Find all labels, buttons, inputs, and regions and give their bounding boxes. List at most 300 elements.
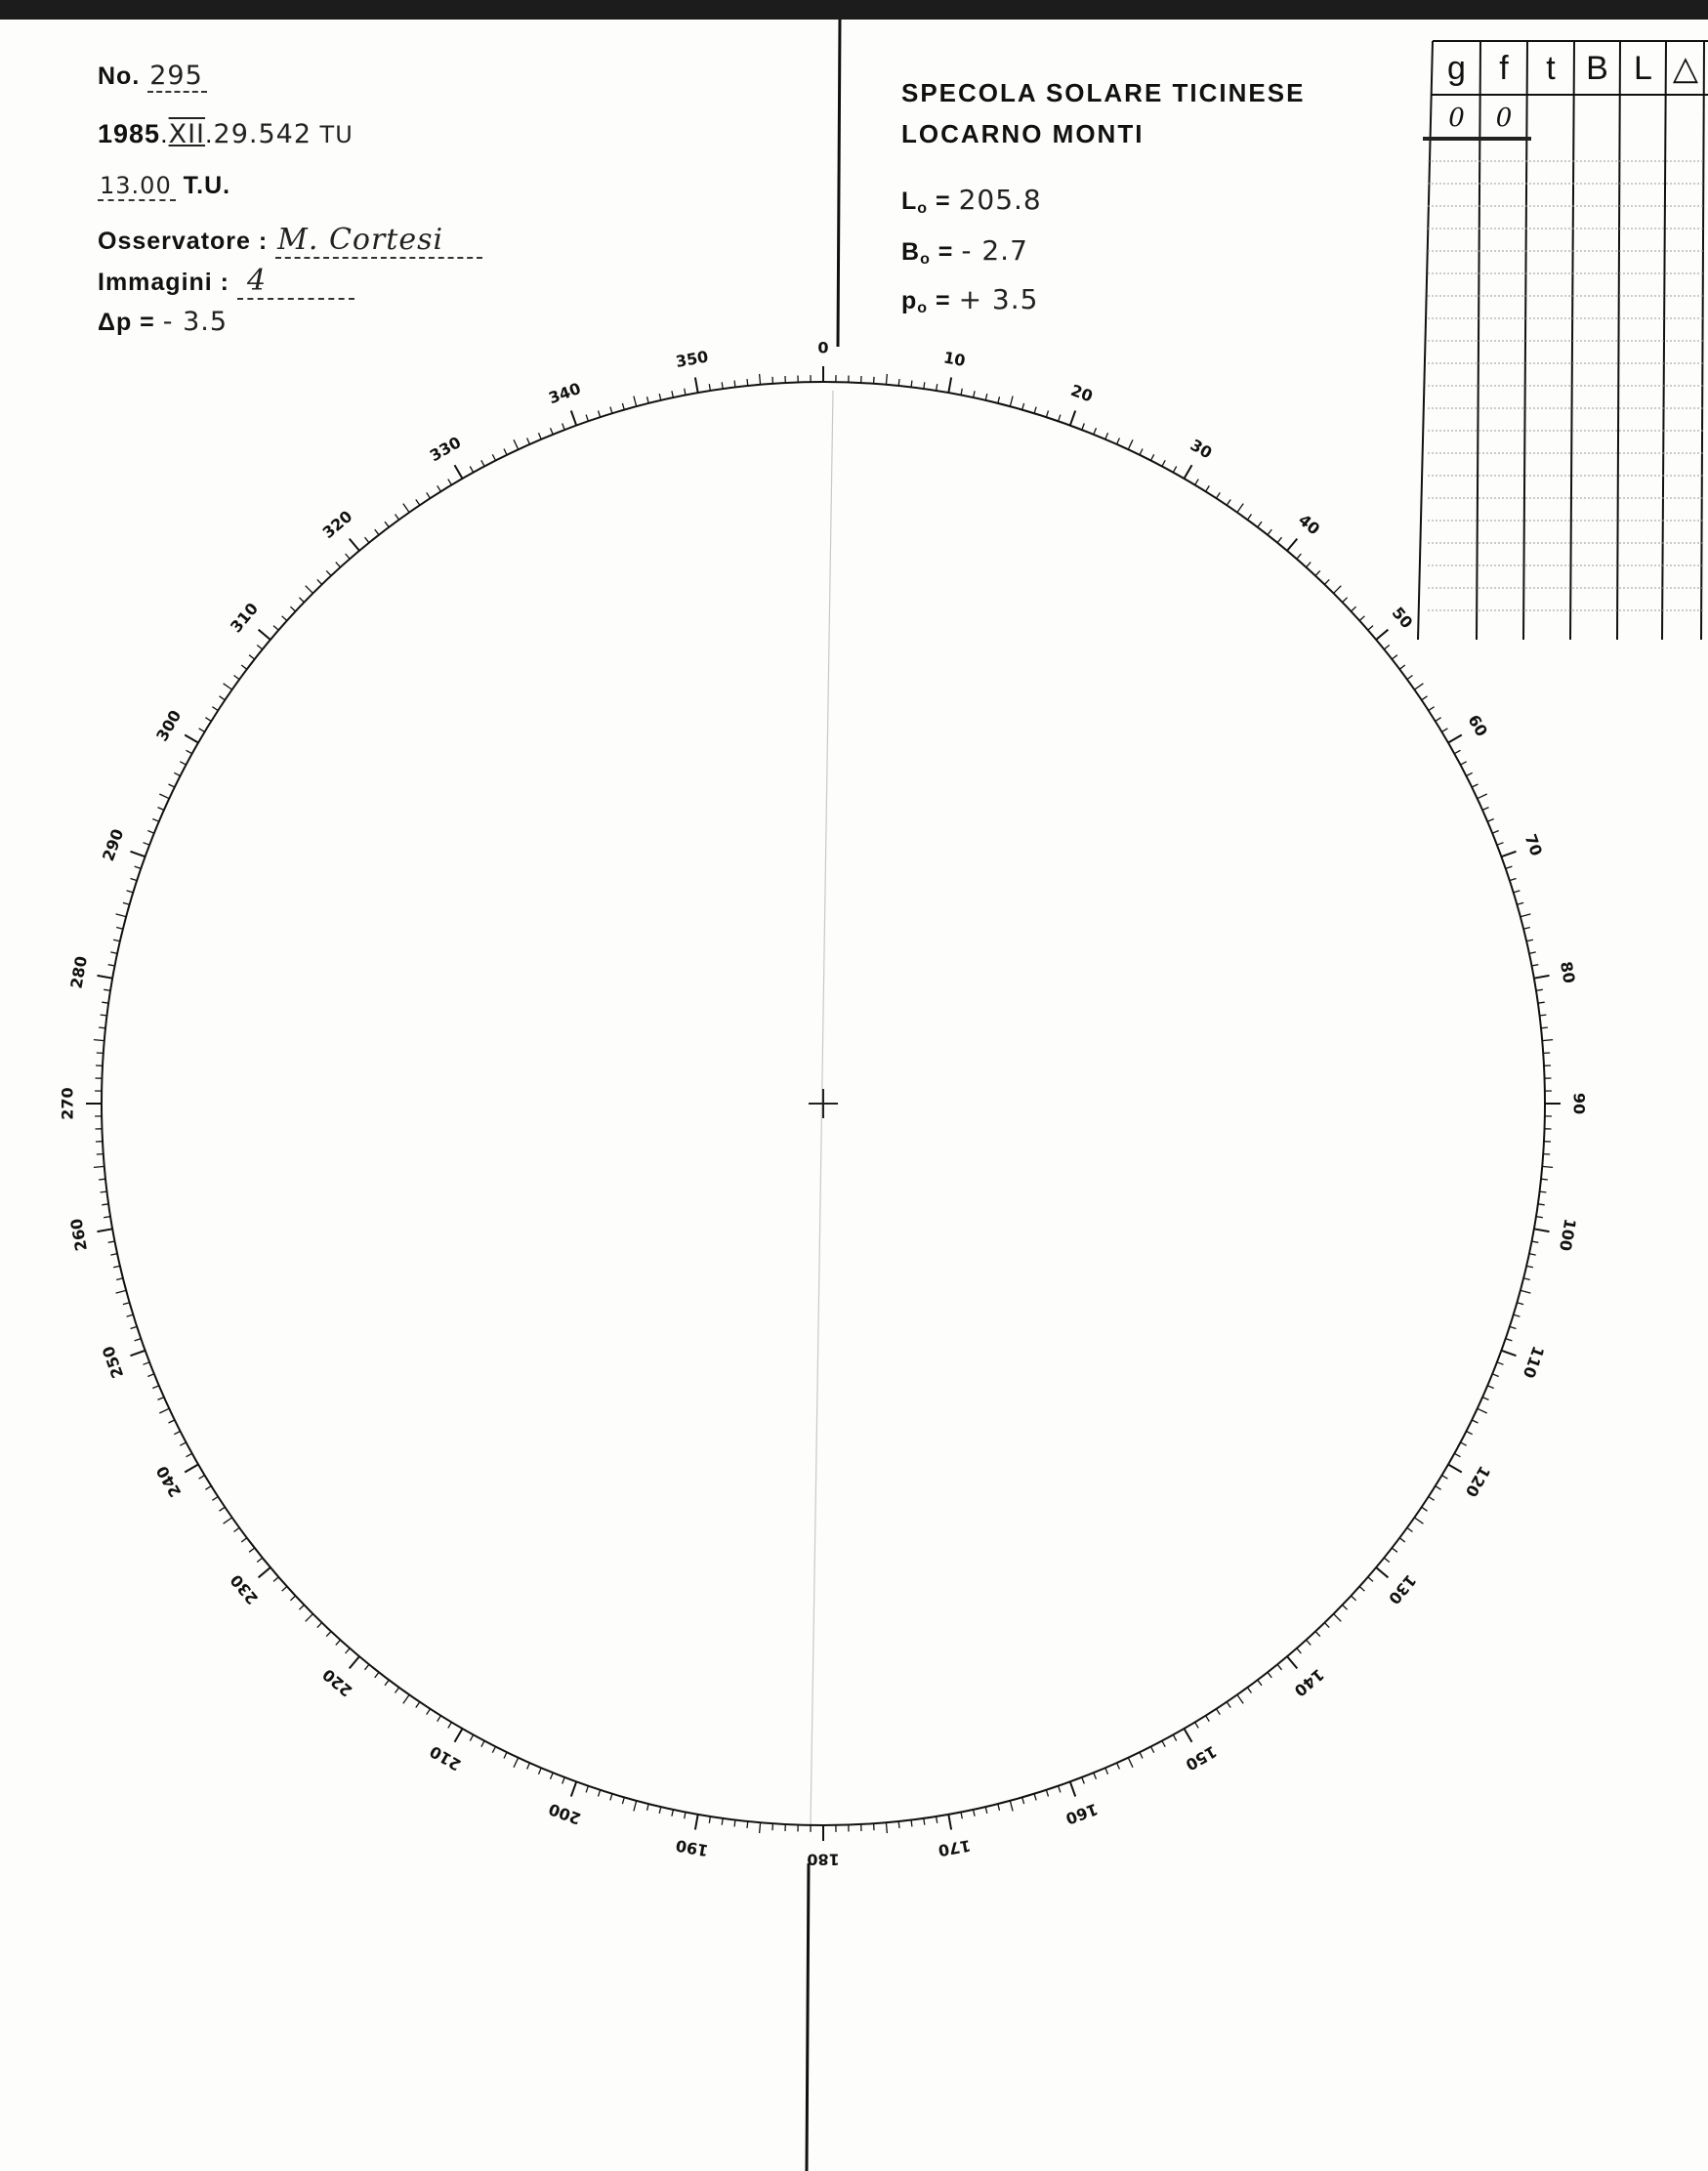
scale-tick — [1324, 579, 1329, 584]
scale-tick — [427, 1709, 431, 1715]
scale-tick — [1422, 1507, 1428, 1511]
scale-tick — [599, 411, 601, 418]
P0-field: $p_o$ = + 3.5 — [901, 283, 1039, 316]
scale-tick — [416, 1702, 420, 1708]
scale-tick — [1487, 819, 1493, 822]
scale-tick — [1523, 928, 1530, 930]
scale-tick — [1140, 449, 1143, 455]
scale-tick — [205, 718, 211, 722]
scale-tick — [98, 976, 113, 979]
scale-tick — [659, 394, 661, 400]
scale-tick — [1034, 407, 1036, 414]
date-suffix: TU — [319, 121, 354, 148]
scale-tick — [1070, 411, 1075, 426]
scale-tick — [1128, 1758, 1133, 1768]
scale-tick — [99, 1027, 105, 1028]
scale-tick — [1482, 1398, 1488, 1400]
scale-tick — [299, 598, 304, 603]
scale-tick — [1258, 1680, 1262, 1686]
scale-tick — [734, 381, 735, 388]
scale-tick — [1151, 1747, 1154, 1753]
drawing-number: No. 295 — [98, 61, 207, 91]
scale-tick — [199, 729, 205, 732]
scale-tick — [527, 438, 530, 444]
scale-label: 60 — [1464, 711, 1492, 740]
scale-tick — [1022, 403, 1024, 410]
scale-tick — [102, 1002, 108, 1003]
scale-tick — [1368, 626, 1373, 631]
B0-value: - 2.7 — [961, 234, 1028, 267]
scale-tick — [1352, 606, 1356, 611]
scale-label: 150 — [1182, 1741, 1221, 1774]
scale-tick — [1478, 1408, 1487, 1413]
scale-tick — [144, 843, 150, 846]
scale-tick — [924, 382, 925, 389]
P0-value: + 3.5 — [958, 283, 1039, 315]
scale-label: 210 — [426, 1741, 465, 1774]
scale-tick — [1268, 529, 1271, 535]
scale-tick — [455, 465, 463, 479]
scale-tick — [437, 485, 441, 491]
scale-tick — [448, 1722, 452, 1728]
scale-tick — [1542, 1166, 1553, 1167]
scale-tick — [634, 397, 637, 407]
images-label: Immagini : — [98, 269, 230, 296]
date-day: 29.542 — [213, 119, 312, 149]
central-meridian — [811, 391, 833, 1826]
scale-tick — [224, 684, 232, 689]
scale-label: 270 — [58, 1087, 77, 1120]
scale-tick — [1399, 665, 1405, 669]
scale-tick — [1541, 1027, 1548, 1028]
scale-tick — [886, 374, 887, 385]
scale-tick — [998, 1804, 1000, 1811]
scale-tick — [1497, 1362, 1504, 1365]
scale-tick — [1517, 1303, 1523, 1305]
scale-tick — [1521, 1290, 1531, 1293]
scale-tick — [101, 1015, 107, 1016]
scale-tick — [241, 1538, 247, 1542]
scale-tick — [974, 1810, 976, 1816]
scale-tick — [1046, 411, 1048, 418]
scale-tick — [385, 1680, 389, 1686]
B0-field: $B_o$ = - 2.7 — [901, 234, 1028, 268]
scale-tick — [158, 1398, 164, 1400]
scale-tick — [448, 480, 452, 485]
scale-tick — [185, 735, 198, 743]
scale-tick — [911, 1820, 912, 1827]
scale-tick — [1173, 467, 1176, 473]
scale-tick — [257, 1558, 263, 1562]
scale-label: 230 — [227, 1570, 263, 1608]
scale-tick — [1529, 1254, 1536, 1256]
scale-tick — [350, 1656, 359, 1668]
scale-tick — [562, 1777, 565, 1784]
scale-tick — [437, 1716, 441, 1722]
scale-tick — [1227, 500, 1230, 506]
scale-label: 40 — [1294, 510, 1324, 539]
scale-tick — [116, 928, 123, 930]
scale-tick — [403, 504, 409, 513]
scale-tick — [336, 563, 341, 567]
scale-label: 280 — [66, 954, 91, 990]
scale-tick — [1538, 1002, 1545, 1003]
scale-tick — [1297, 554, 1302, 559]
scale-tick — [282, 616, 287, 621]
scale-tick — [1429, 1497, 1435, 1501]
scale-tick — [127, 1315, 134, 1316]
scale-tick — [427, 492, 431, 498]
scale-tick — [1392, 1548, 1397, 1552]
delta-p-label: Δp = — [98, 309, 155, 336]
scale-tick — [514, 1758, 519, 1768]
scale-tick — [985, 394, 987, 400]
scale-tick — [306, 586, 313, 594]
delta-p-value: - 3.5 — [162, 307, 229, 337]
scale-tick — [709, 1816, 710, 1823]
scale-tick — [110, 1254, 117, 1256]
scale-tick — [1521, 914, 1531, 917]
scale-label: 240 — [152, 1462, 186, 1501]
scale-tick — [326, 1632, 331, 1637]
date-month: XII — [168, 119, 206, 149]
scale-tick — [326, 570, 331, 575]
scale-tick — [220, 1507, 226, 1511]
scale-tick — [586, 1786, 588, 1793]
scale-tick — [571, 1781, 576, 1796]
scale-tick — [187, 1453, 192, 1456]
scale-label: 110 — [1519, 1343, 1548, 1381]
scale-tick — [159, 794, 169, 799]
scale-label: 30 — [1187, 435, 1216, 463]
scale-tick — [1429, 707, 1435, 711]
scale-tick — [290, 606, 295, 611]
scale-tick — [1461, 1442, 1467, 1445]
scale-tick — [722, 1818, 723, 1825]
scale-tick — [1538, 1204, 1545, 1205]
scale-tick — [1534, 976, 1550, 979]
scale-tick — [1510, 879, 1517, 881]
observatory-location: LOCARNO MONTI — [901, 119, 1145, 148]
scale-label: 160 — [1062, 1799, 1101, 1828]
scale-tick — [135, 866, 142, 868]
scale-tick — [375, 529, 379, 535]
scale-tick — [492, 454, 495, 460]
scale-tick — [1162, 1741, 1165, 1747]
observer-value: M. Cortesi — [275, 223, 482, 259]
scale-tick — [911, 381, 912, 388]
scale-tick — [365, 1664, 369, 1670]
scale-tick — [1529, 952, 1536, 954]
scale-tick — [147, 831, 154, 834]
scale-tick — [147, 1374, 154, 1377]
scale-tick — [224, 1518, 232, 1524]
scale-tick — [647, 1804, 649, 1811]
scale-tick — [174, 772, 180, 775]
scale-tick — [1541, 1179, 1548, 1180]
scale-tick — [1217, 1709, 1221, 1715]
scale-tick — [1441, 729, 1447, 732]
scale-tick — [1467, 772, 1473, 775]
scale-tick — [180, 1442, 186, 1445]
date-year: 1985 — [98, 119, 161, 148]
scale-tick — [98, 1229, 113, 1232]
scale-tick — [1492, 1374, 1499, 1377]
scale-tick — [1448, 735, 1462, 743]
scale-tick — [104, 989, 110, 990]
scale-tick — [346, 554, 351, 559]
scale-label: 330 — [426, 433, 465, 466]
scale-tick — [948, 1815, 951, 1830]
scale-tick — [898, 379, 899, 386]
scale-tick — [1414, 1518, 1423, 1524]
scale-tick — [249, 1548, 255, 1552]
scale-tick — [1297, 1649, 1302, 1653]
scale-tick — [1046, 1790, 1048, 1797]
scale-tick — [1461, 762, 1467, 765]
scale-tick — [1268, 1672, 1271, 1678]
scale-tick — [385, 522, 389, 527]
scale-label: 90 — [1569, 1092, 1589, 1115]
scale-label: 340 — [546, 379, 584, 408]
scale-tick — [1185, 465, 1192, 479]
scale-tick — [282, 1587, 287, 1592]
scale-tick — [924, 1818, 925, 1825]
scale-tick — [299, 1605, 304, 1609]
scale-tick — [1195, 1722, 1199, 1728]
scale-label: 310 — [227, 599, 263, 637]
scale-tick — [974, 391, 976, 397]
scale-tick — [562, 424, 565, 431]
scale-tick — [259, 1567, 271, 1577]
scale-label: 200 — [546, 1799, 584, 1828]
scale-tick — [1206, 1716, 1210, 1722]
scale-tick — [131, 1351, 146, 1356]
scale-label: 50 — [1388, 603, 1417, 633]
scale-tick — [94, 1040, 104, 1041]
scale-tick — [212, 707, 218, 711]
scale-tick — [622, 403, 624, 410]
scale-tick — [1506, 1339, 1513, 1341]
scale-tick — [131, 879, 138, 881]
col-header-L: L — [1634, 49, 1652, 87]
scale-label: 120 — [1461, 1462, 1494, 1501]
scale-tick — [1334, 1614, 1342, 1622]
scale-tick — [116, 1278, 123, 1280]
scale-tick — [1448, 1465, 1462, 1473]
scale-tick — [610, 407, 612, 414]
scale-tick — [1540, 1191, 1547, 1192]
scale-tick — [695, 378, 698, 394]
scale-tick — [1010, 397, 1013, 407]
col-header-g: g — [1447, 49, 1466, 87]
scale-tick — [1277, 1664, 1281, 1670]
scale-tick — [760, 1822, 761, 1833]
scale-tick — [212, 1497, 218, 1501]
scale-tick — [1536, 989, 1543, 990]
scale-tick — [1454, 750, 1460, 753]
scale-tick — [1376, 1567, 1388, 1577]
scale-tick — [1237, 1694, 1243, 1703]
scale-tick — [1472, 784, 1478, 787]
scale-tick — [185, 1465, 198, 1473]
scale-tick — [1059, 415, 1061, 422]
scale-tick — [1217, 492, 1221, 498]
scale-tick — [1454, 1453, 1460, 1456]
scale-tick — [551, 428, 554, 435]
scale-tick — [350, 539, 359, 551]
scale-tick — [455, 1729, 463, 1742]
scale-tick — [1237, 504, 1243, 513]
scale-tick — [104, 1217, 110, 1218]
scale-tick — [205, 1486, 211, 1490]
scale-tick — [123, 902, 130, 904]
scale-tick — [241, 665, 247, 669]
scale-label: 80 — [1556, 960, 1579, 985]
scale-tick — [722, 382, 723, 389]
scale-tick — [998, 397, 1000, 403]
scale-label: 140 — [1290, 1664, 1328, 1700]
scale-tick — [174, 1432, 180, 1435]
scale-tick — [1258, 522, 1262, 527]
scale-tick — [747, 379, 748, 386]
scale-tick — [94, 1166, 104, 1167]
scale-tick — [1482, 808, 1488, 811]
scale-tick — [1542, 1040, 1553, 1041]
scale-tick — [1514, 891, 1521, 893]
scale-label: 290 — [99, 826, 128, 864]
scale-tick — [108, 1241, 115, 1242]
scale-tick — [1523, 1278, 1530, 1280]
scale-tick — [1307, 563, 1312, 567]
scale-tick — [481, 1741, 484, 1747]
scale-tick — [1105, 433, 1108, 438]
scale-tick — [481, 460, 484, 466]
scale-label: 10 — [941, 348, 967, 371]
scale-label: 320 — [318, 507, 356, 543]
scale-tick — [492, 1747, 495, 1753]
scale-tick — [1287, 1656, 1297, 1668]
scale-tick — [152, 1386, 158, 1389]
scale-tick — [1059, 1786, 1061, 1793]
scale-tick — [1368, 1577, 1373, 1582]
scale-tick — [1497, 843, 1504, 846]
scale-tick — [102, 1204, 108, 1205]
scale-tick — [317, 1623, 322, 1628]
scale-tick — [101, 1191, 107, 1192]
scale-tick — [1531, 1241, 1538, 1242]
scale-tick — [1501, 852, 1516, 856]
scale-tick — [220, 696, 226, 700]
scale-tick — [571, 411, 576, 426]
scale-tick — [685, 389, 686, 396]
scale-tick — [1514, 1315, 1521, 1316]
scale-tick — [1247, 1688, 1251, 1693]
scale-tick — [1315, 570, 1320, 575]
scale-tick — [1117, 438, 1120, 444]
scale-tick — [1478, 794, 1487, 799]
scale-tick — [1151, 454, 1154, 460]
scale-label: 130 — [1384, 1570, 1420, 1608]
scale-tick — [1105, 1768, 1108, 1774]
scale-tick — [1070, 1781, 1075, 1796]
scale-tick — [1315, 1632, 1320, 1637]
scale-tick — [898, 1821, 899, 1828]
scale-label: 190 — [674, 1836, 710, 1860]
scale-tick — [1376, 630, 1388, 640]
scale-tick — [1501, 1351, 1516, 1356]
scale-tick — [365, 537, 369, 543]
scale-tick — [187, 750, 192, 753]
scale-tick — [734, 1820, 735, 1827]
scale-tick — [1536, 1217, 1543, 1218]
scale-label: 100 — [1556, 1217, 1580, 1253]
scale-tick — [1117, 1763, 1120, 1769]
scale-tick — [113, 939, 120, 941]
images-value: 4 — [237, 264, 354, 300]
scale-tick — [685, 1812, 686, 1818]
north-axis-line — [838, 20, 840, 347]
scale-tick — [647, 397, 649, 403]
scale-tick — [199, 1476, 205, 1480]
scale-tick — [1472, 1420, 1478, 1423]
scale-tick — [1287, 539, 1297, 551]
scale-tick — [1422, 696, 1428, 700]
scale-tick — [1384, 1558, 1390, 1562]
scale-tick — [961, 1812, 962, 1818]
scale-tick — [709, 384, 710, 391]
scale-label: 180 — [807, 1850, 840, 1869]
scale-tick — [634, 1801, 637, 1812]
drawing-number-value: 295 — [147, 61, 207, 93]
scale-tick — [586, 415, 588, 422]
scale-tick — [169, 1420, 175, 1423]
scale-tick — [886, 1822, 887, 1833]
disk-center-cross — [809, 1089, 838, 1118]
scale-tick — [113, 1266, 120, 1268]
table-cell-g: 0 — [1448, 104, 1465, 133]
scale-tick — [1359, 616, 1364, 621]
scale-tick — [760, 374, 761, 385]
scale-tick — [672, 391, 674, 397]
scale-tick — [1359, 1587, 1364, 1592]
scale-tick — [99, 1179, 105, 1180]
scale-tick — [599, 1790, 601, 1797]
scale-tick — [290, 1596, 295, 1601]
scale-tick — [1441, 1476, 1447, 1480]
scale-tick — [110, 952, 117, 954]
scale-tick — [180, 762, 186, 765]
scale-label: 260 — [66, 1217, 91, 1253]
scale-tick — [158, 808, 164, 811]
scale-tick — [1534, 1229, 1550, 1232]
scale-tick — [257, 646, 263, 649]
scale-tick — [1526, 1266, 1533, 1268]
col-header-B: B — [1586, 49, 1608, 87]
scale-tick — [1436, 1486, 1441, 1490]
scale-tick — [1185, 1729, 1192, 1742]
scale-tick — [127, 891, 134, 893]
scale-tick — [1467, 1432, 1473, 1435]
scale-tick — [1162, 460, 1165, 466]
scale-tick — [1506, 866, 1513, 868]
time-value: 13.00 — [98, 172, 176, 201]
observer-label: Osservatore : — [98, 228, 269, 255]
scale-tick — [527, 1763, 530, 1769]
scale-tick — [336, 1640, 341, 1645]
scale-tick — [234, 676, 240, 680]
scale-tick — [131, 852, 146, 856]
